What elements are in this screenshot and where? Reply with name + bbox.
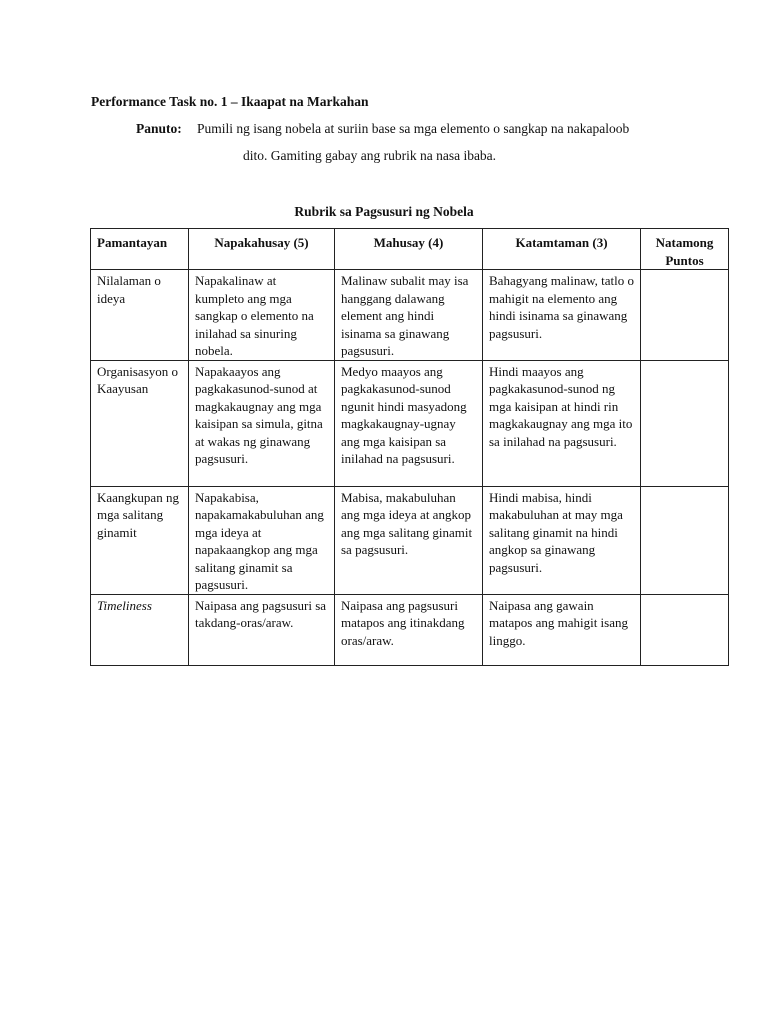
rubric-title: Rubrik sa Pagsusuri ng Nobela xyxy=(294,204,474,219)
score-3-description: Naipasa ang gawain matapos ang mahigit isang linggo. xyxy=(483,594,641,665)
score-cell[interactable] xyxy=(641,486,729,594)
score-5-description: Napakabisa, napakamakabuluhan ang mga ideya at napakaangkop ang mga salitang ginamit sa pagsusuri. xyxy=(189,486,335,594)
score-4-description: Malinaw subalit may isa hanggang dalawang element ang hindi isinama sa ginawang pagsusuri. xyxy=(335,270,483,361)
score-5-description: Napakaayos ang pagkakasunod-sunod at magkakaugnay ang mga kaisipan sa simula, gitna at wakas ng ginawang pagsusuri. xyxy=(189,360,335,486)
instructions-label: Panuto: xyxy=(136,121,182,136)
criterion-cell: Kaangkupan ng mga salitang ginamit xyxy=(91,486,189,594)
column-header-natamong-puntos: Natamong Puntos xyxy=(641,229,729,270)
criterion-cell: Nilalaman o ideya xyxy=(91,270,189,361)
criterion-cell: Timeliness xyxy=(91,594,189,665)
column-header-napakahusay: Napakahusay (5) xyxy=(189,229,335,270)
score-5-description: Napakalinaw at kumpleto ang mga sangkap o elemento na inilahad sa sinuring nobela. xyxy=(189,270,335,361)
score-3-description: Hindi maayos ang pagkakasunod-sunod ng mga kaisipan at hindi rin magkakaugnay ang mga ito sa inilahad na pagsusuri. xyxy=(483,360,641,486)
score-3-description: Bahagyang malinaw, tatlo o mahigit na elemento ang hindi isinama sa ginawang pagsusuri. xyxy=(483,270,641,361)
document-title: Performance Task no. 1 – Ikaapat na Markahan xyxy=(91,94,369,109)
rubric-table xyxy=(90,228,729,666)
score-4-description: Mabisa, makabuluhan ang mga ideya at angkop ang mga salitang ginamit sa pagsusuri. xyxy=(335,486,483,594)
table-row xyxy=(91,594,729,665)
table-row xyxy=(91,270,729,361)
score-cell[interactable] xyxy=(641,270,729,361)
column-header-mahusay: Mahusay (4) xyxy=(335,229,483,270)
column-header-katamtaman: Katamtaman (3) xyxy=(483,229,641,270)
column-header-pamantayan: Pamantayan xyxy=(91,229,189,270)
score-4-description: Naipasa ang pagsusuri matapos ang itinakdang oras/araw. xyxy=(335,594,483,665)
score-cell[interactable] xyxy=(641,594,729,665)
instructions-text-line-1: Pumili ng isang nobela at suriin base sa mga elemento o sangkap na nakapaloob xyxy=(197,121,630,136)
score-3-description: Hindi mabisa, hindi makabuluhan at may mga salitang ginamit na hindi angkop sa ginawang pagsusuri. xyxy=(483,486,641,594)
score-cell[interactable] xyxy=(641,360,729,486)
instructions-text-line-2: dito. Gamiting gabay ang rubrik na nasa ibaba. xyxy=(243,148,497,163)
table-header-row xyxy=(91,229,729,270)
criterion-cell: Organisasyon o Kaayusan xyxy=(91,360,189,486)
table-row xyxy=(91,360,729,486)
table-row xyxy=(91,486,729,594)
score-4-description: Medyo maayos ang pagkakasunod-sunod ngunit hindi masyadong magkakaugnay-ugnay ang mga kaisipan sa inilahad na pagsusuri. xyxy=(335,360,483,486)
score-5-description: Naipasa ang pagsusuri sa takdang-oras/araw. xyxy=(189,594,335,665)
